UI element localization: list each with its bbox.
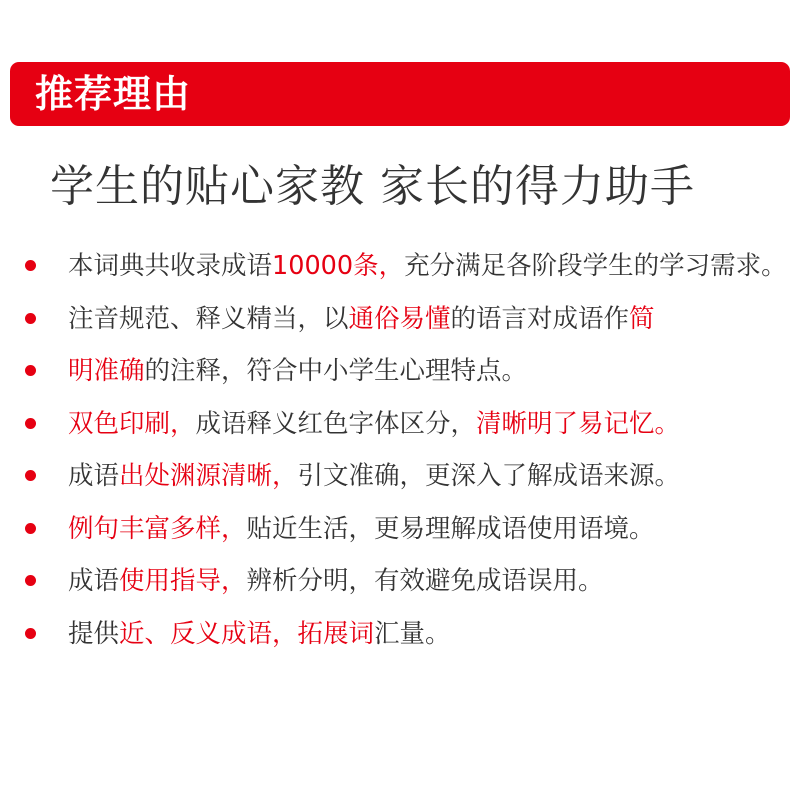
plain-text: 注音规范、释义精当，以 <box>68 303 349 334</box>
bullet-dot-icon <box>25 523 36 534</box>
plain-text: 的语言对成语作 <box>450 303 630 334</box>
plain-text: 成语释义红色字体区分， <box>195 408 477 439</box>
plain-text: 引文准确，更深入了解成语来源。 <box>297 461 681 491</box>
plain-text: 本词典共收录成语 <box>68 251 273 281</box>
plain-text: 充分满足各阶段学生的学习需求。 <box>404 251 787 281</box>
feature-list-item <box>0 240 800 293</box>
plain-text: 提供 <box>68 618 120 649</box>
feature-text <box>68 345 788 398</box>
feature-list-item <box>0 450 800 503</box>
feature-text <box>68 555 788 608</box>
plain-text: 辨析分明，有效避免成语误用。 <box>246 566 604 596</box>
feature-list-item <box>0 608 800 661</box>
bullet-dot-icon <box>25 418 36 429</box>
feature-list-item <box>0 503 800 556</box>
feature-list-item <box>0 398 800 451</box>
feature-text <box>68 240 788 293</box>
section-header-banner <box>10 62 790 126</box>
feature-text <box>68 398 788 451</box>
bullet-dot-icon <box>25 628 36 639</box>
highlighted-text: 例句丰富多样， <box>68 513 247 544</box>
feature-list <box>0 240 800 660</box>
highlighted-text: 出处渊源清晰， <box>119 461 298 491</box>
feature-text <box>68 450 788 503</box>
highlighted-text: 清晰明了易记忆。 <box>476 408 681 439</box>
highlighted-text: 近、反义成语，拓展词 <box>119 618 375 649</box>
feature-text <box>68 293 788 346</box>
bullet-dot-icon <box>25 470 36 481</box>
bullet-dot-icon <box>25 575 36 586</box>
section-title: 推荐理由 <box>35 72 192 116</box>
bullet-dot-icon <box>25 365 36 376</box>
highlighted-text: 简 <box>629 303 655 334</box>
plain-text: 的注释，符合中小学生心理特点。 <box>144 356 528 386</box>
plain-text: 成语 <box>68 461 120 491</box>
bullet-dot-icon <box>25 313 36 324</box>
plain-text: 汇量。 <box>374 618 451 649</box>
plain-text: 成语 <box>68 566 120 596</box>
feature-text <box>68 503 788 556</box>
subtitle: 学生的贴心家教 家长的得力助手 <box>50 161 695 212</box>
highlighted-text: 通俗易懂 <box>348 303 451 334</box>
feature-list-item <box>0 345 800 398</box>
feature-list-item <box>0 293 800 346</box>
plain-text: 贴近生活，更易理解成语使用语境。 <box>246 513 655 544</box>
highlighted-text: 10000条， <box>272 251 405 281</box>
highlighted-text: 使用指导， <box>119 566 247 596</box>
highlighted-text: 双色印刷， <box>68 408 196 439</box>
feature-list-item <box>0 555 800 608</box>
bullet-dot-icon <box>25 260 36 271</box>
feature-text <box>68 608 788 661</box>
highlighted-text: 明准确 <box>68 356 145 386</box>
